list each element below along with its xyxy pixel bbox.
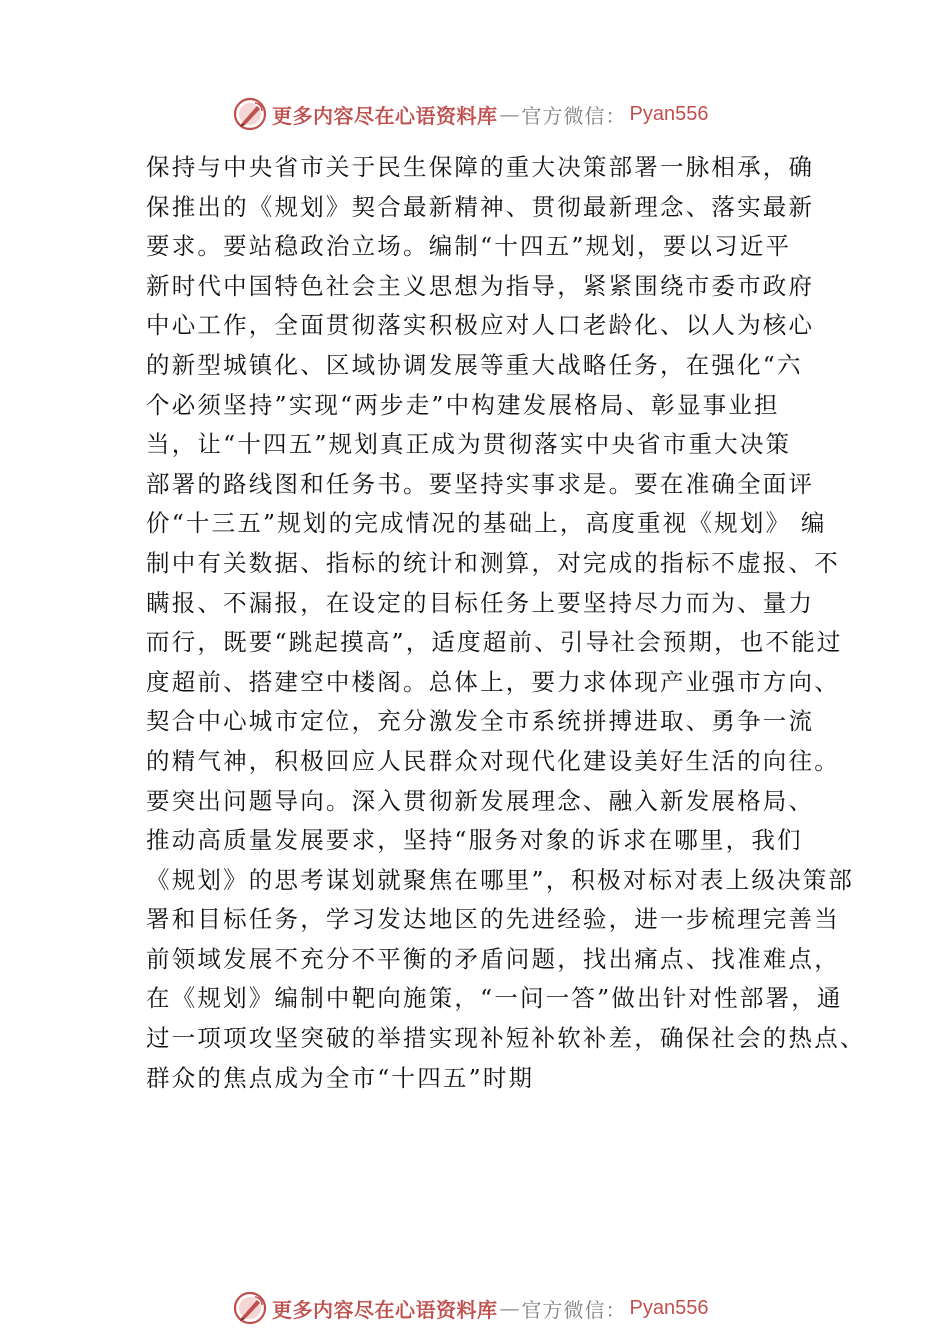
body-text-line: 当，让“十四五”规划真正成为贯彻落实中央省市重大决策 bbox=[146, 430, 792, 459]
body-text-line: 要突出问题导向。深入贯彻新发展理念、融入新发展格局、 bbox=[146, 786, 815, 815]
body-text-line: 价“十三五”规划的完成情况的基础上，高度重视《规划》 编 bbox=[146, 509, 827, 538]
body-text-line: 中心工作，全面贯彻落实积极应对人口老龄化、以人为核心 bbox=[146, 311, 815, 340]
footer-banner bbox=[232, 1290, 708, 1326]
body-text-line: 的新型城镇化、区域协调发展等重大战略任务，在强化“六 bbox=[146, 350, 803, 379]
body-text-line: 保持与中央省市关于民生保障的重大决策部署一脉相承，确 bbox=[146, 153, 815, 181]
footer-wechat-label: 官方微信 bbox=[521, 1297, 606, 1322]
body-text-line: 在《规划》编制中靶向施策，“一问一答”做出针对性部署，通 bbox=[146, 984, 843, 1013]
header-wechat-label: 官方微信 bbox=[521, 103, 606, 128]
body-text-line: 群众的焦点成为全市“十四五”时期 bbox=[146, 1063, 535, 1092]
header-wechat-id: Pyan556 bbox=[629, 102, 709, 125]
body-text-line: 而行，既要“跳起摸高”，适度超前、引导社会预期，也不能过 bbox=[146, 628, 843, 657]
header-separator: ： bbox=[605, 103, 626, 128]
body-text-line: 部署的路线图和任务书。要坚持实事求是。要在准确全面评 bbox=[146, 469, 815, 498]
footer-wechat-id: Pyan556 bbox=[629, 1296, 709, 1319]
body-text-line: 制中有关数据、指标的统计和测算，对完成的指标不虚报、不 bbox=[146, 548, 840, 577]
header-brand-text: 更多内容尽在心语资料库 bbox=[272, 103, 498, 128]
body-text-line: 过一项项攻坚突破的举措实现补短补软补差，确保社会的热点、 bbox=[146, 1024, 866, 1053]
body-text-line: 要求。要站稳政治立场。编制“十四五”规划，要以习近平 bbox=[146, 232, 792, 261]
footer-brand-text: 更多内容尽在心语资料库 bbox=[272, 1297, 498, 1322]
body-text-line: 个必须坚持”实现“两步走”中构建发展格局、彰显事业担 bbox=[146, 390, 780, 419]
body-text-line: 前领域发展不充分不平衡的矛盾问题，找出痛点、找准难点， bbox=[146, 944, 840, 973]
header-dash: — bbox=[499, 102, 520, 126]
pen-logo-icon bbox=[232, 96, 268, 132]
header-banner bbox=[232, 96, 708, 132]
pen-logo-icon bbox=[232, 1290, 268, 1326]
body-text-line: 署和目标任务，学习发达地区的先进经验，进一步梳理完善当 bbox=[146, 905, 840, 934]
footer-separator: ： bbox=[605, 1297, 626, 1322]
document-body bbox=[146, 148, 866, 1098]
body-text-line: 新时代中国特色社会主义思想为指导，紧紧围绕市委市政府 bbox=[146, 271, 815, 300]
body-text-line: 的精气神，积极回应人民群众对现代化建设美好生活的向往。 bbox=[146, 746, 840, 775]
body-text-line: 瞒报、不漏报，在设定的目标任务上要坚持尽力而为、量力 bbox=[146, 588, 815, 617]
body-text-line: 推动高质量发展要求，坚持“服务对象的诉求在哪里，我们 bbox=[146, 826, 803, 855]
footer-dash: — bbox=[499, 1296, 520, 1320]
body-text-line: 保推出的《规划》契合最新精神、贯彻最新理念、落实最新 bbox=[146, 192, 815, 221]
body-text-line: 《规划》的思考谋划就聚焦在哪里”，积极对标对表上级决策部 bbox=[146, 865, 855, 894]
body-text-line: 度超前、搭建空中楼阁。总体上，要力求体现产业强市方向、 bbox=[146, 667, 840, 696]
body-text-line: 契合中心城市定位，充分激发全市系统拼搏进取、勇争一流 bbox=[146, 707, 815, 736]
